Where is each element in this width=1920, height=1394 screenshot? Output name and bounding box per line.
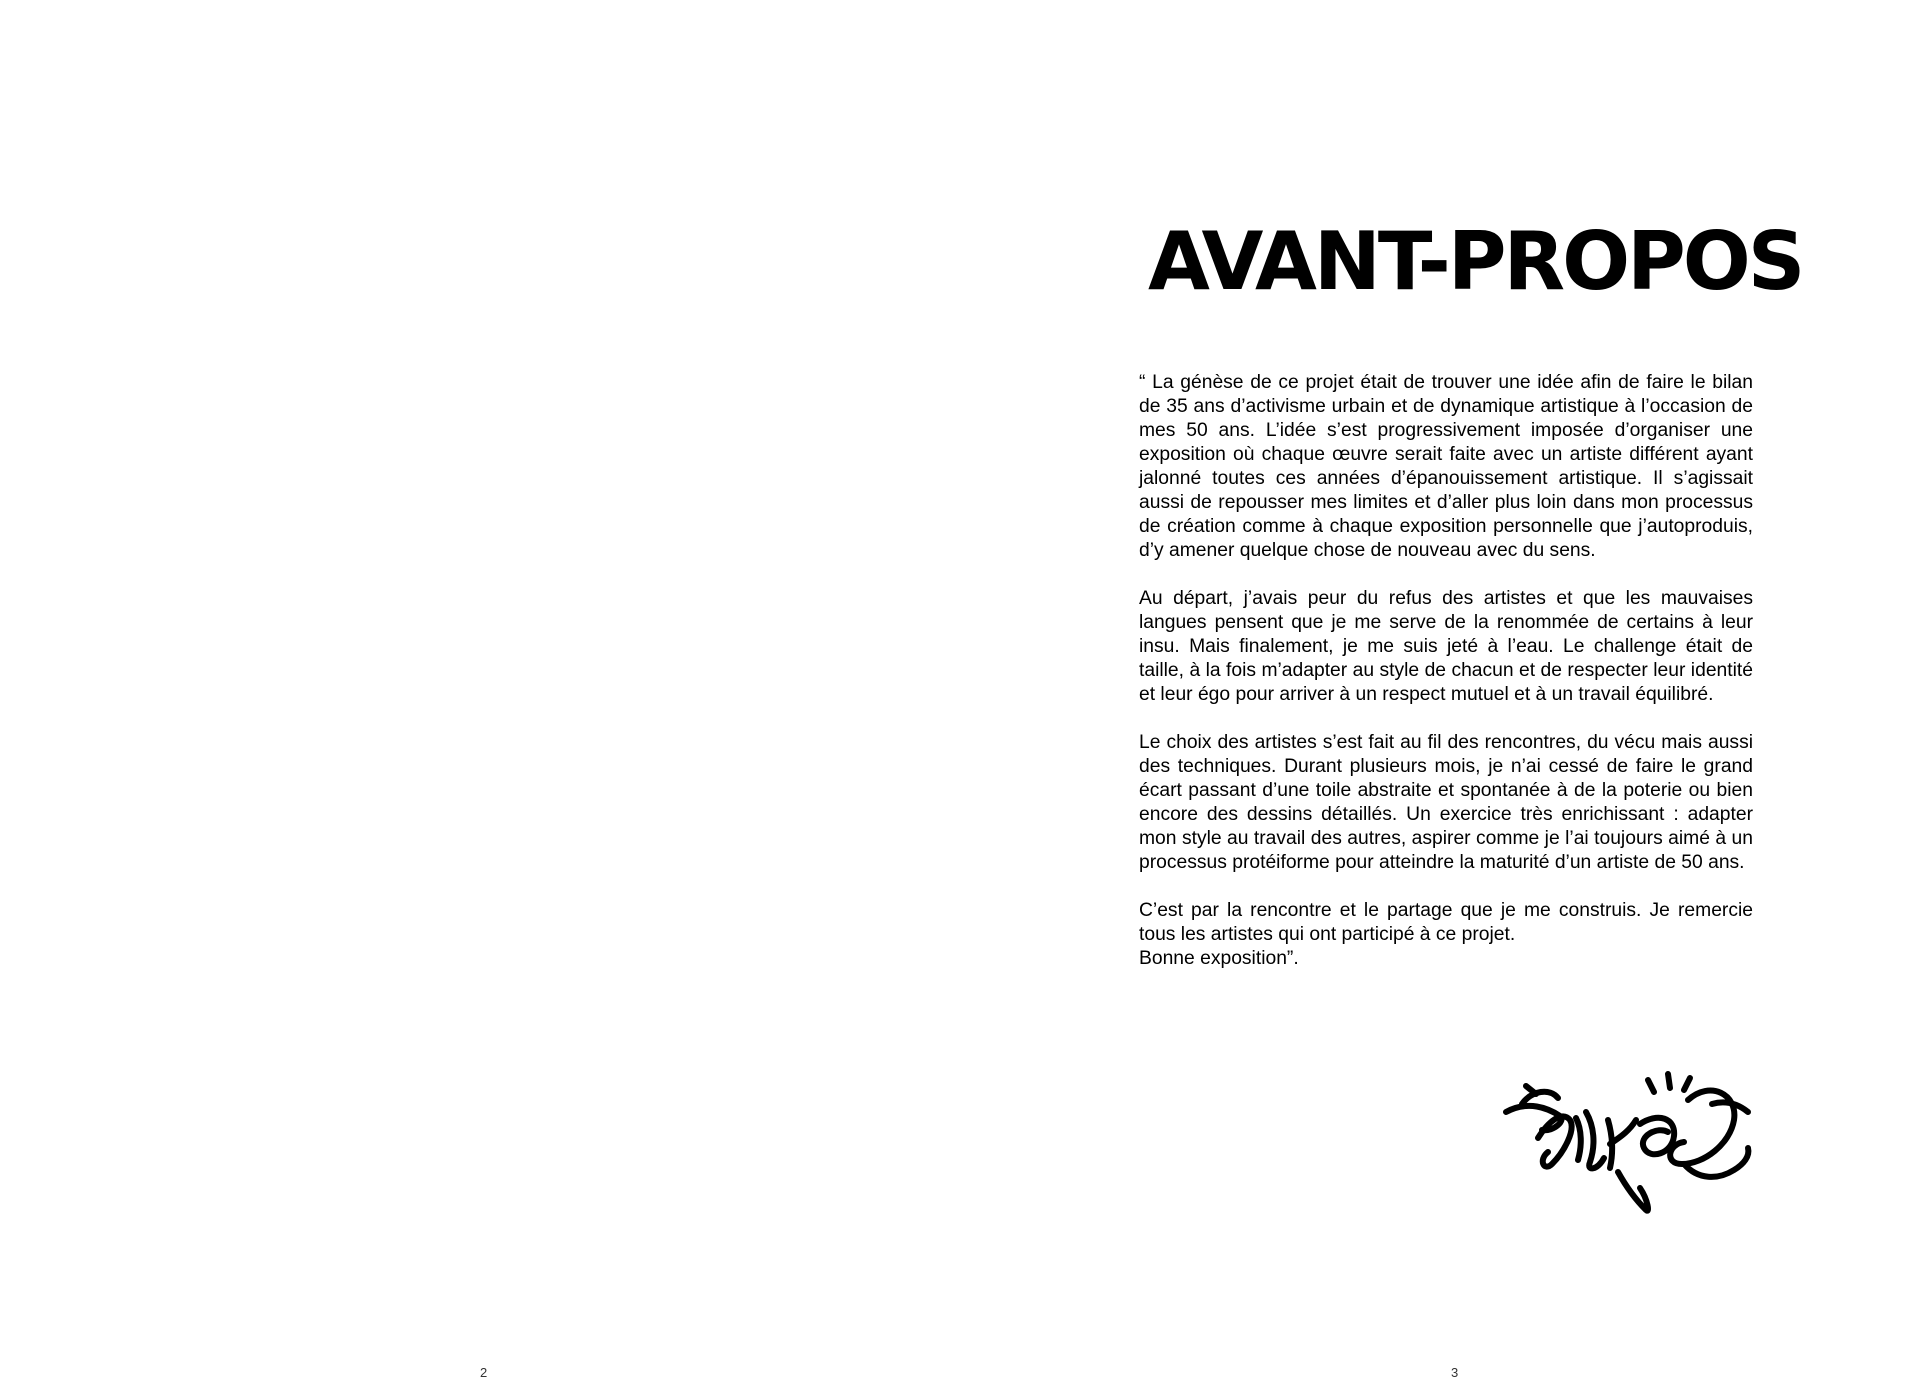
paragraph: Au départ, j’avais peur du refus des artistes et que les mauvaises langues pensent que je me serve de la renommée de certains à leur insu. Mais finalement, je me suis jeté à l’eau. Le challenge était de taille, à la fois m’adapter au style de chacun et de respecter leur identité et leur égo pour arriver à un respect mutuel et à un travail équilibré. bbox=[1139, 588, 1753, 705]
paragraph: “ La génèse de ce projet était de trouver une idée afin de faire le bilan de 35 ans d’activisme urbain et de dynamique artistique à l’occasion de mes 50 ans. L’idée s’est progressivement imposée d’organiser une exposition où chaque œuvre serait faite avec un artiste différent ayant jalonné toutes ces années d’épanouissement artistique. Il s’agissait aussi de repousser mes limites et d’aller plus loin dans mon processus de création comme à chaque exposition personnelle que j’autoproduis, d’y amener quelque chose de nouveau avec du sens. bbox=[1139, 372, 1753, 561]
foreword-text bbox=[1139, 371, 1753, 995]
page-number-right: 3 bbox=[1451, 1365, 1459, 1380]
page-number-left: 2 bbox=[480, 1365, 488, 1380]
signature-tag bbox=[1498, 1060, 1758, 1220]
closing-paragraph bbox=[1139, 899, 1753, 971]
right-page bbox=[960, 0, 1920, 1394]
paragraph: Le choix des artistes s’est fait au fil des rencontres, du vécu mais aussi des techniques. Durant plusieurs mois, je n’ai cessé de faire le grand écart passant d’une toile abstraite et spontanée à de la poterie ou bien encore des dessins détaillés. Un exercice très enrichissant : adapter mon style au travail des autres, aspirer comme je l’ai toujours aimé à un processus protéiforme pour atteindre la maturité d’un artiste de 50 ans. bbox=[1139, 732, 1753, 873]
closing-line: Bonne exposition”. bbox=[1139, 948, 1299, 969]
closing-line: C’est par la rencontre et le partage que je me construis. Je remercie tous les artistes qui ont participé à ce projet. bbox=[1139, 900, 1753, 945]
page-title: AVANT-PROPOS bbox=[1148, 215, 1803, 308]
